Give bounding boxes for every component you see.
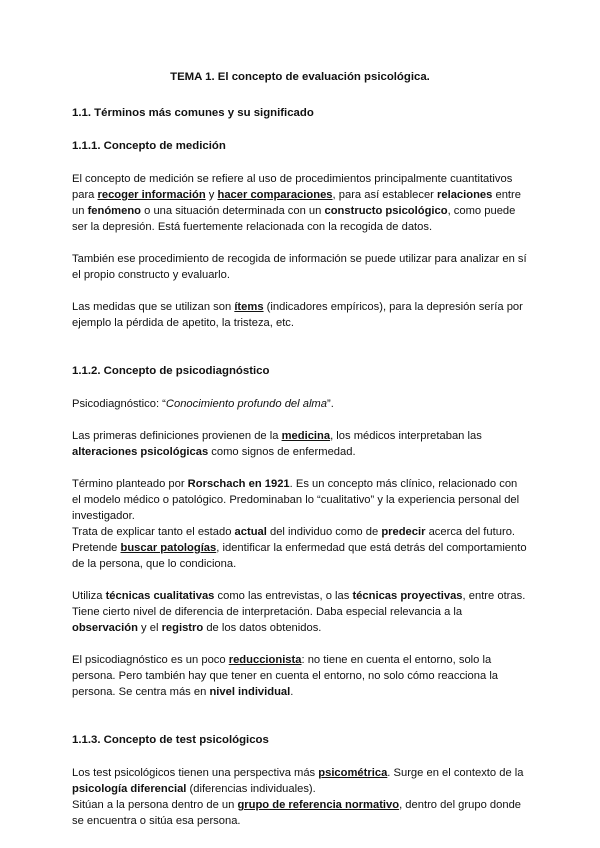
text: Término planteado por [72, 478, 188, 490]
bold-term: constructo psicológico [324, 205, 448, 217]
text: Utiliza [72, 590, 106, 602]
paragraph-psicodiagnostico-medicina [72, 428, 528, 460]
text: , identificar la enfermedad que está detrás del comportamiento de la persona, que lo condiciona. [72, 542, 527, 570]
text: . Es un concepto más clínico, relacionado con el modelo médico o patológico. Predominaban lo “cualitativo” y la experiencia personal del investigador. [72, 478, 520, 522]
paragraph-medicion-constructo: También ese procedimiento de recogida de información se puede utilizar para analizar en sí el propio constructo y evaluarlo. [72, 253, 527, 281]
bold-term: Rorschach en 1921 [187, 478, 290, 490]
paragraph-test-psicometrica [72, 765, 528, 797]
text: y el [137, 622, 162, 634]
bold-term: relaciones [437, 189, 493, 201]
bold-term: registro [161, 622, 204, 634]
text: Las primeras definiciones provienen de la [72, 430, 282, 442]
text: El concepto de medición se refiere al uso de procedimientos principalmente cuantitativos para [72, 173, 513, 201]
text: , para así establecer [332, 189, 438, 201]
paragraph-psicodiagnostico-reduccionista [72, 652, 528, 700]
bold-term: técnicas proyectivas [352, 590, 463, 602]
paragraph-psicodiagnostico-estado [72, 524, 528, 540]
bold-term: técnicas cualitativas [105, 590, 215, 602]
text: . Surge en el contexto de la [387, 767, 524, 779]
text: Psicodiagnóstico: “ [72, 398, 166, 410]
bold-underlined-term: psicométrica [318, 767, 388, 779]
text: (diferencias individuales). [186, 783, 316, 795]
bold-term: alteraciones psicológicas [72, 446, 209, 458]
bold-underlined-term: hacer comparaciones [217, 189, 333, 201]
bold-underlined-term: buscar patologías [120, 542, 217, 554]
text: , dentro del grupo donde se encuentra o sitúa esa persona. [72, 799, 522, 827]
bold-underlined-term: ítems [234, 301, 264, 313]
document-title: TEMA 1. El concepto de evaluación psicológica. [170, 71, 430, 83]
section-heading-1-1-2: 1.1.2. Concepto de psicodiagnóstico [72, 365, 270, 377]
paragraph-psicodiagnostico-tecnicas [72, 588, 528, 636]
bold-term: nivel individual [209, 686, 291, 698]
bold-term: fenómeno [87, 205, 142, 217]
text: o una situación determinada con un [141, 205, 325, 217]
bold-underlined-term: recoger información [97, 189, 206, 201]
section-heading-1-1-1: 1.1.1. Concepto de medición [72, 140, 226, 152]
bold-underlined-term: medicina [281, 430, 331, 442]
bold-term: actual [234, 526, 267, 538]
bold-underlined-term: reduccionista [228, 654, 302, 666]
text: . [290, 686, 294, 698]
section-heading-1-1-3: 1.1.3. Concepto de test psicológicos [72, 734, 269, 746]
text: entre un [72, 189, 521, 217]
italic-quote: Conocimiento profundo del alma [165, 398, 327, 410]
text: Las medidas que se utilizan son [72, 301, 235, 313]
text: , como puede ser la depresión. Está fuertemente relacionada con la recogida de datos. [72, 205, 516, 233]
paragraph-psicodiagnostico-rorschach [72, 476, 528, 524]
text: del individuo como de [266, 526, 382, 538]
text: como las entrevistas, o las [214, 590, 353, 602]
text: acerca del futuro. [425, 526, 516, 538]
text: de los datos obtenidos. [203, 622, 322, 634]
paragraph-psicodiagnostico-patologias [72, 540, 528, 572]
paragraph-medicion-definicion [72, 171, 528, 235]
text: Trata de explicar tanto el estado [72, 526, 235, 538]
paragraph-test-grupo-normativo [72, 797, 528, 829]
text: , los médicos interpretaban las [330, 430, 482, 442]
text: Pretende [72, 542, 121, 554]
bold-term: predecir [381, 526, 426, 538]
text: y [205, 189, 218, 201]
text: , entre otras. Tiene cierto nivel de diferencia de interpretación. Daba especial relevancia a la [72, 590, 526, 618]
text: El psicodiagnóstico es un poco [72, 654, 229, 666]
bold-term: psicología diferencial [72, 783, 187, 795]
section-heading-1-1: 1.1. Términos más comunes y su significado [72, 107, 314, 119]
text: como signos de enfermedad. [208, 446, 356, 458]
bold-term: observación [72, 622, 138, 634]
text: Sitúan a la persona dentro de un [72, 799, 238, 811]
paragraph-psicodiagnostico-definicion [72, 396, 528, 412]
text: (indicadores empíricos), para la depresión sería por ejemplo la pérdida de apetito, la tristeza, etc. [72, 301, 523, 329]
text: : no tiene en cuenta el entorno, solo la persona. Pero también hay que tener en cuenta el entorno, no solo cómo reacciona la persona. Se centra más en [72, 654, 499, 698]
text: Los test psicológicos tienen una perspectiva más [72, 767, 319, 779]
paragraph-medicion-items [72, 299, 528, 331]
bold-underlined-term: grupo de referencia normativo [237, 799, 400, 811]
text: ”. [326, 398, 334, 410]
